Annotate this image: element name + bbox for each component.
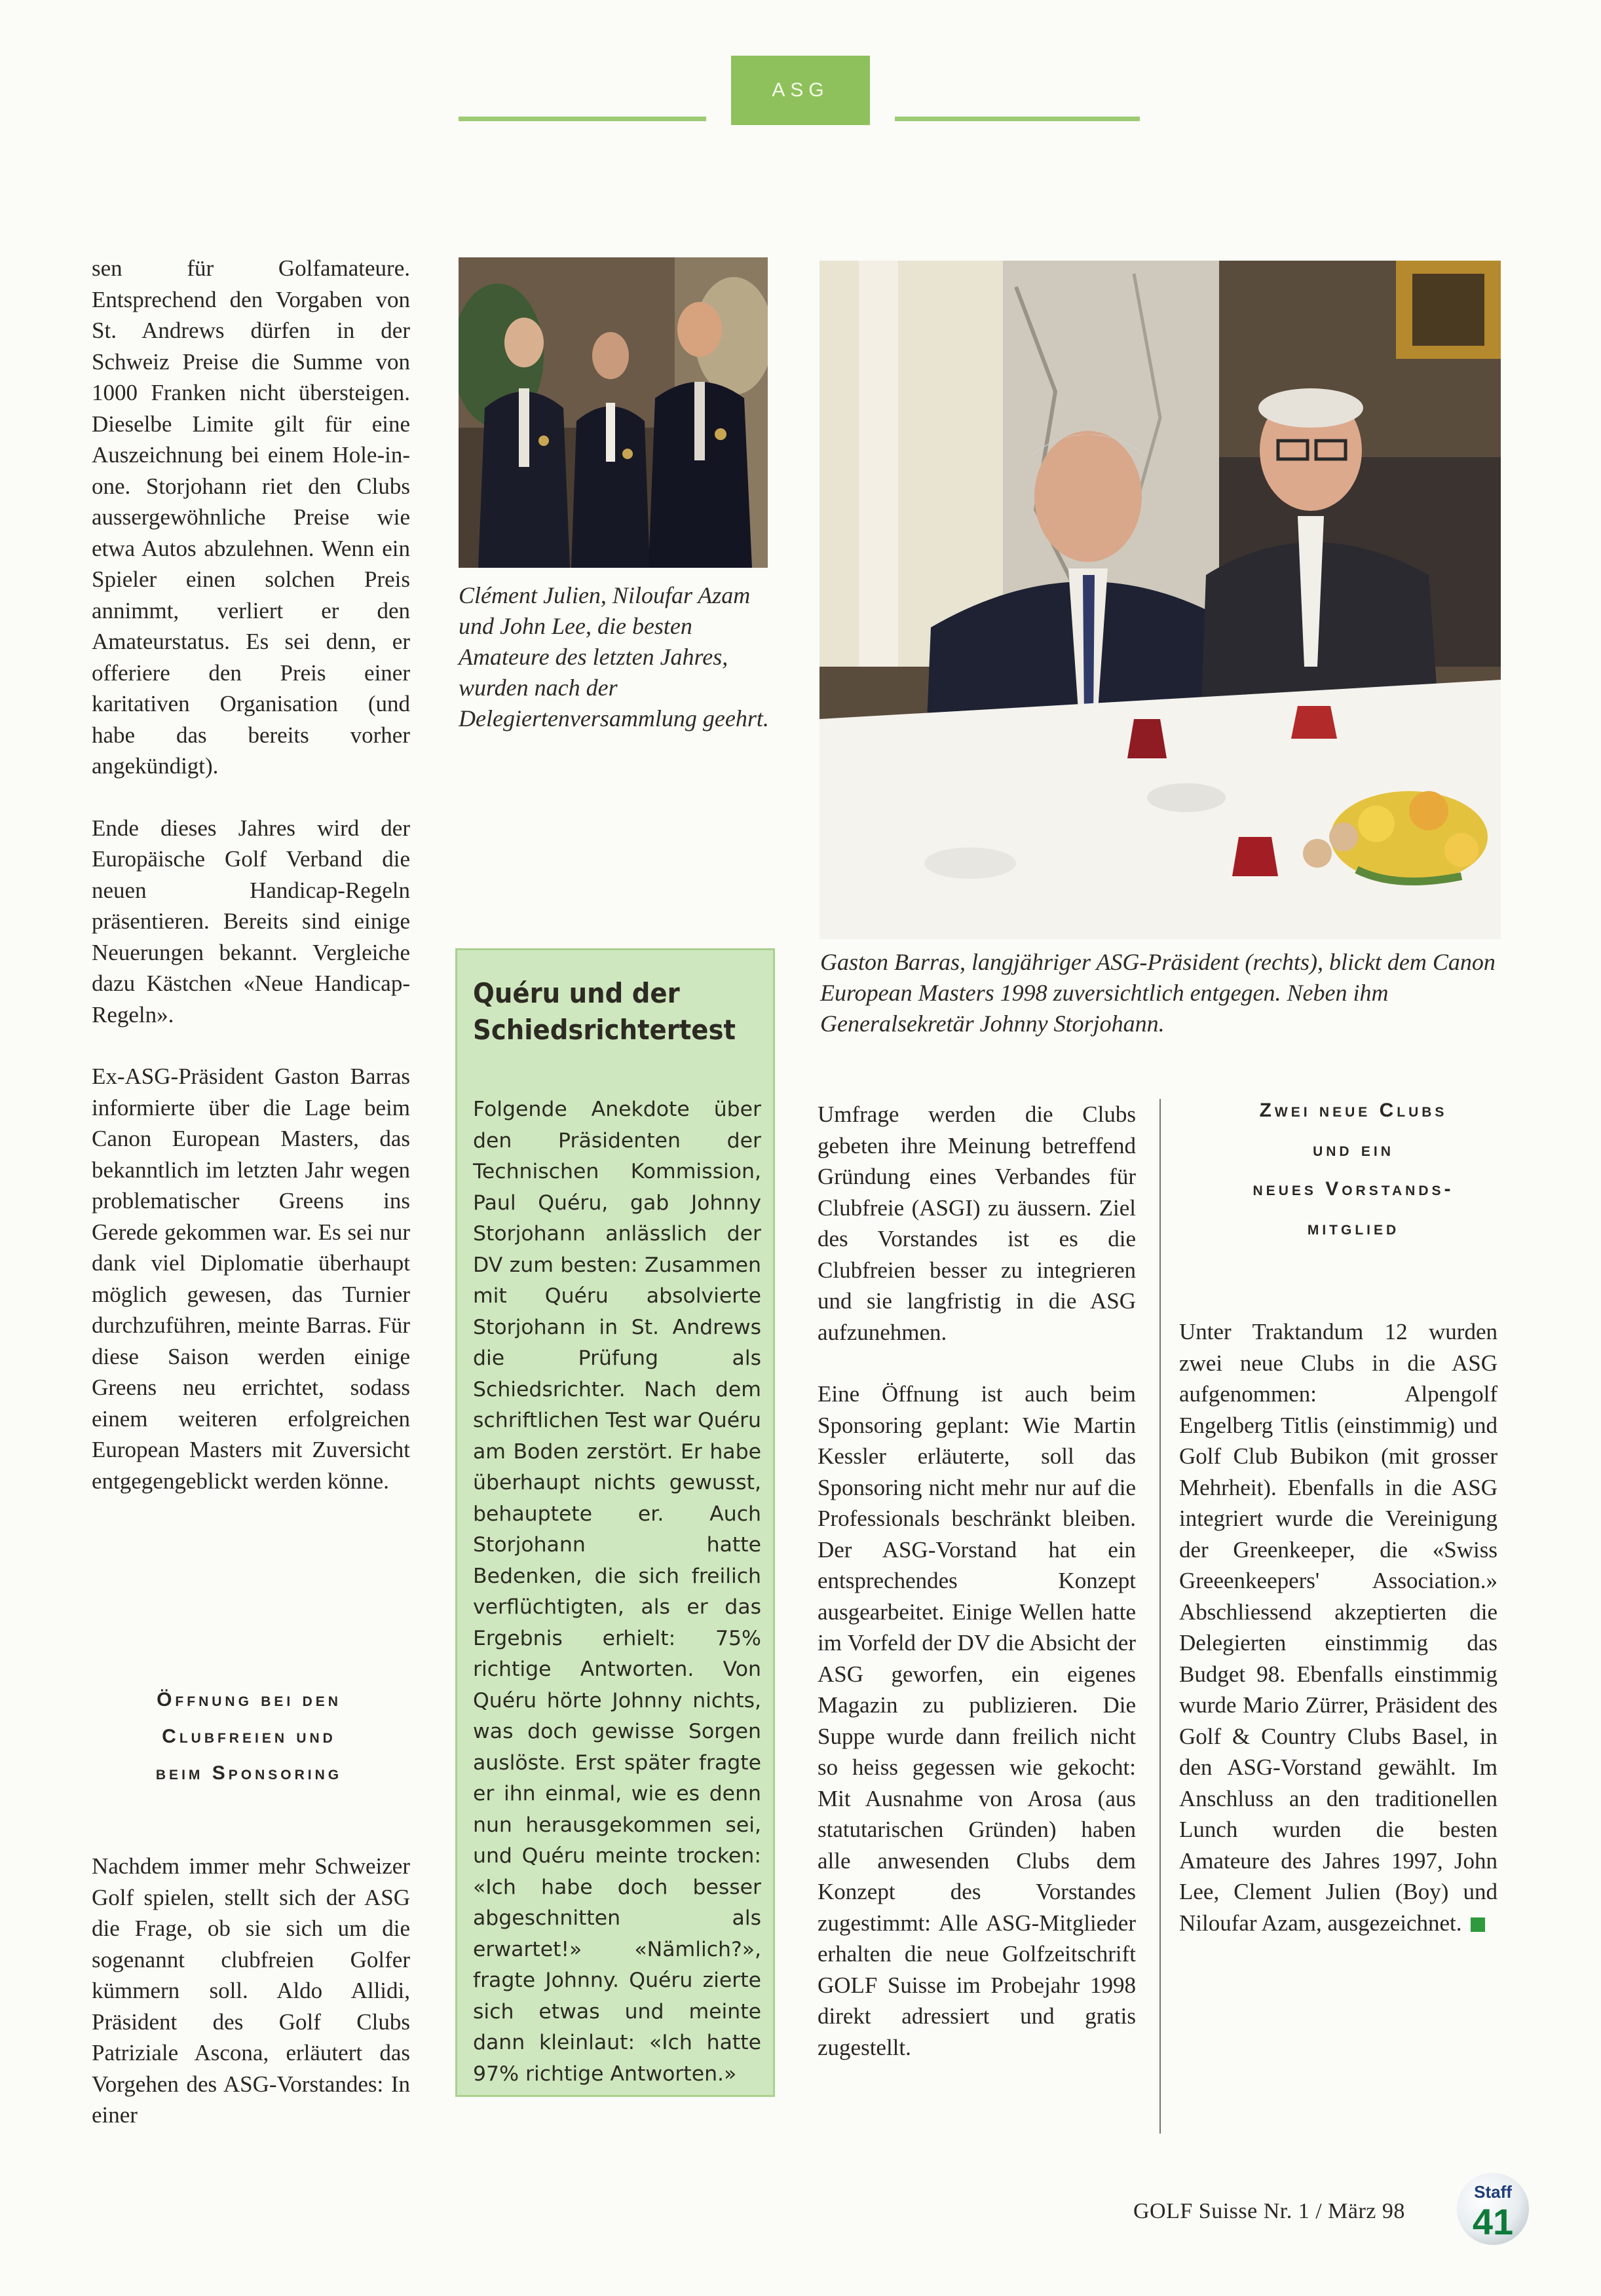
column-3 (818, 1099, 1136, 2063)
ball-brand: Staff (1474, 2182, 1512, 2202)
sidebar-box-title: Quéru und der Schiedsrichtertest (473, 977, 736, 1046)
sidebar-box (455, 948, 775, 2097)
paragraph-text: Unter Traktandum 12 wurden zwei neue Clubs in die ASG aufgenommen: Alpengolf Engelberg Titlis (einstimmig) und Golf Club Bubikon (mit grosser Mehrheit). Ebenfalls in die ASG integriert wurde die Vereinigung der Greenkeeper, die «Swiss Greeenkeepers' Association.» Abschliessend akzeptierten die Delegierten einstimmig das Budget 98. Ebenfalls einstimmig wurde Mario Zürrer, Präsident des Golf & Country Clubs Basel, in den ASG-Vorstand gewählt. Im Anschluss an den traditionellen Lunch wurden die besten Amateure des Jahres 1997, John Lee, Clement Julien (Boy) und Niloufar Azam, ausgezeichnet. (1179, 1319, 1497, 1936)
photo-amateurs-image (459, 257, 768, 568)
photo-barras (819, 261, 1501, 939)
golf-ball-icon (1457, 2173, 1529, 2245)
column-4 (1179, 1316, 1497, 1938)
header-rule-right (895, 117, 1140, 121)
photo-barras-image (819, 261, 1501, 939)
column-divider (1159, 1099, 1161, 2134)
photo-amateurs (459, 257, 768, 568)
header-rule-left (459, 117, 706, 121)
end-mark-icon (1471, 1917, 1485, 1932)
subheading-line: Zwei neue Clubs (1259, 1100, 1448, 1121)
subheading-line: mitglied (1307, 1217, 1400, 1239)
paragraph: sen für Golfamateure. Entsprechend den Vorgaben von St. Andrews dürfen in der Schweiz Preise die Summe von 1000 Franken nicht übersteigen. Dieselbe Limite gilt für eine Auszeichnung bei einem Hole-in-one. Storjohann riet den Clubs aussergewöhnliche Preise wie etwa Autos abzulehnen. Wenn ein Spieler einen solchen Preis annimmt, verliert er den Amateurstatus. Es sei denn, er offeriere den Preis einer karitativen Organisation (und habe das bereits vorher angekündigt). (92, 255, 410, 779)
paragraph: Eine Öffnung ist auch beim Sponsoring geplant: Wie Martin Kessler erläuterte, soll das Sponsoring nicht mehr nur auf die Professionals beschränkt bleiben. Der ASG-Vorstand hat ein entsprechendes Konzept ausgearbeitet. Einige Wellen hatte im Vorfeld der DV die Absicht der ASG geworfen, ein eigenes Magazin zu publizieren. Die Suppe wurde dann freilich nicht so heiss gegessen wie gekocht: Mit Ausnahme von Arosa (aus statutarischen Gründen) haben alle anwesenden Clubs dem Konzept des Vorstandes zugestimmt: Alle ASG-Mitglieder erhalten die neue Golfzeitschrift GOLF Suisse im Probejahr 1998 direkt adressiert und gratis zugestellt. (818, 1381, 1136, 2060)
paragraph: Nachdem immer mehr Schweizer Golf spielen, stellt sich der ASG die Frage, ob sie sich um die sogenannt clubfreien Golfer kümmern soll. Aldo Allidi, Präsident des Golf Clubs Patriziale Ascona, erläutert das Vorgehen des ASG-Vorstandes: In einer (92, 1853, 410, 2128)
subheading-line: neues Vorstands- (1253, 1178, 1454, 1200)
subheading-new-clubs (1177, 1091, 1530, 1248)
photo-amateurs-caption: Clément Julien, Niloufar Azam und John Lee, die besten Amateure des letzten Jahres, wurden nach der Delegiertenversammlung geehrt. (459, 582, 769, 731)
sidebar-box-body: Folgende Anekdote über den Präsidenten der Technischen Kommission, Paul Quéru, gab Johnny Storjohann anlässlich der DV zum besten: Zusammen mit Quéru absolvierte Storjohann in St. Andrews die Prüfung als Schiedsrichter. Nach dem schriftlichen Test war Quéru am Boden zerstört. Er habe überhaupt nichts gewusst, behauptete er. Auch Storjohann hatte Bedenken, die sich freilich verflüchtigten, als er das Ergebnis erhielt: 75% richtige Antworten. Von Quéru hörte Johnny nichts, was doch gewisse Sorgen auslöste. Erst später fragte er ihn einmal, wie es denn nun herausgekommen sei, und Quéru meinte trocken: «Ich habe doch besser abgeschnitten als erwartet!» «Nämlich?», fragte Johnny. Quéru zierte sich etwas und meinte dann kleinlaut: «Ich hatte 97% richtige Antworten.» (473, 1098, 761, 2086)
column-1-bottom (92, 1851, 410, 2131)
column-1-top (92, 253, 410, 1496)
page-footer: GOLF Suisse Nr. 1 / März 98 (1133, 2199, 1405, 2223)
paragraph: Ende dieses Jahres wird der Europäische Golf Verband die neuen Handicap-Regeln präsentieren. Bereits sind einige Neuerungen bekannt. Vergleiche dazu Kästchen «Neue Handicap-Regeln». (92, 815, 410, 1028)
section-tab: ASG (731, 56, 870, 125)
paragraph (1179, 1316, 1497, 1938)
page-number: 41 (1472, 2201, 1514, 2242)
paragraph: Umfrage werden die Clubs gebeten ihre Meinung betreffend Gründung eines Verbandes für Clubfreie (ASGI) zu äussern. Ziel des Vorstandes ist es die Clubfreien besser zu integrieren und sie langfristig in die ASG aufzunehmen. (818, 1102, 1136, 1345)
subheading-line: beim Sponsoring (155, 1762, 343, 1784)
paragraph: Ex-ASG-Präsident Gaston Barras informierte über die Lage beim Canon European Masters, das bekanntlich im letzten Jahr wegen problematischer Greens ins Gerede gekommen war. Es sei nur dank viel Diplomatie überhaupt möglich gewesen, das Turnier durchzuführen, meinte Barras. Für diese Saison werden einige Greens neu errichtet, sodass einem weiteren erfolgreichen European Masters mit Zuversicht entgegengeblickt werden könne. (92, 1064, 410, 1494)
subheading-line: Clubfreien und (162, 1726, 336, 1747)
subheading-line: Öffnung bei den (157, 1689, 341, 1711)
subheading-line: und ein (1313, 1139, 1394, 1160)
photo-barras-caption: Gaston Barras, langjähriger ASG-Präsident (rechts), blickt dem Canon European Masters 1998 zuversichtlich entgegen. Neben ihm Generalsekretär Johnny Storjohann. (820, 949, 1496, 1037)
subheading-opening (85, 1682, 413, 1792)
